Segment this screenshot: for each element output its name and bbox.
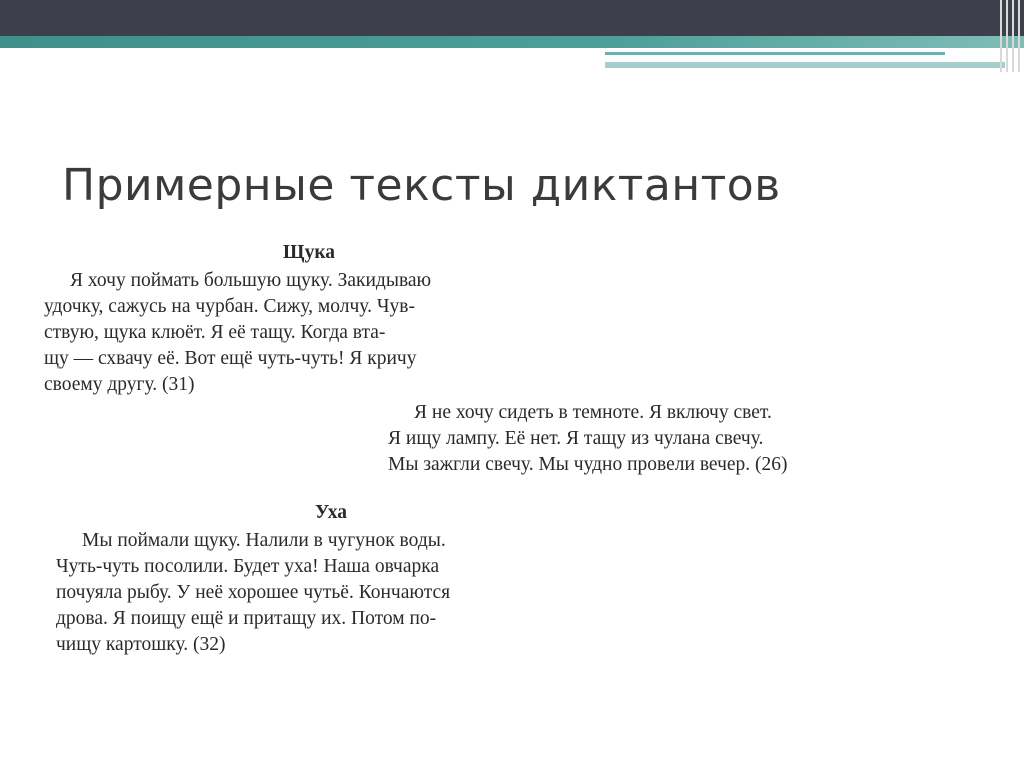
corner-stripes-decoration [990, 0, 1024, 72]
dictation-text-ukha [56, 500, 606, 658]
text-line: почуяла рыбу. У неё хорошее чутьё. Кончаются [56, 582, 451, 603]
dictation-text-lamp [388, 400, 988, 478]
text-line: ствую, щука клюёт. Я её тащу. Когда вта- [44, 322, 386, 343]
text-line: своему другу. (31) [44, 374, 195, 395]
text-line: Мы зажгли свечу. Мы чудно провели вечер. (26) [388, 454, 788, 475]
slide-title: Примерные тексты диктантов [62, 160, 781, 211]
text-line: щу — схвачу её. Вот ещё чуть-чуть! Я кричу [44, 348, 417, 369]
text-heading: Щука [282, 242, 336, 263]
text-line: Мы поймали щуку. Налили в чугунок воды. [82, 530, 446, 551]
dictation-text-shchuka [44, 240, 574, 398]
teal-accent-band [0, 36, 1024, 48]
top-decorative-bar [0, 0, 1024, 36]
text-line: чищу картошку. (32) [56, 634, 226, 655]
text-line: Чуть-чуть посолили. Будет уха! Наша овчарка [56, 556, 440, 577]
text-line: удочку, сажусь на чурбан. Сижу, молчу. Чув- [44, 296, 415, 317]
teal-accent-line [605, 52, 945, 55]
text-line: Я ищу лампу. Её нет. Я тащу из чулана свечу. [388, 428, 764, 449]
text-heading: Уха [315, 502, 347, 523]
text-line: Я хочу поймать большую щуку. Закидываю [70, 270, 432, 291]
teal-accent-line [605, 62, 1005, 68]
text-line: Я не хочу сидеть в темноте. Я включу свет. [414, 402, 772, 423]
text-line: дрова. Я поищу ещё и притащу их. Потом по- [56, 608, 437, 629]
